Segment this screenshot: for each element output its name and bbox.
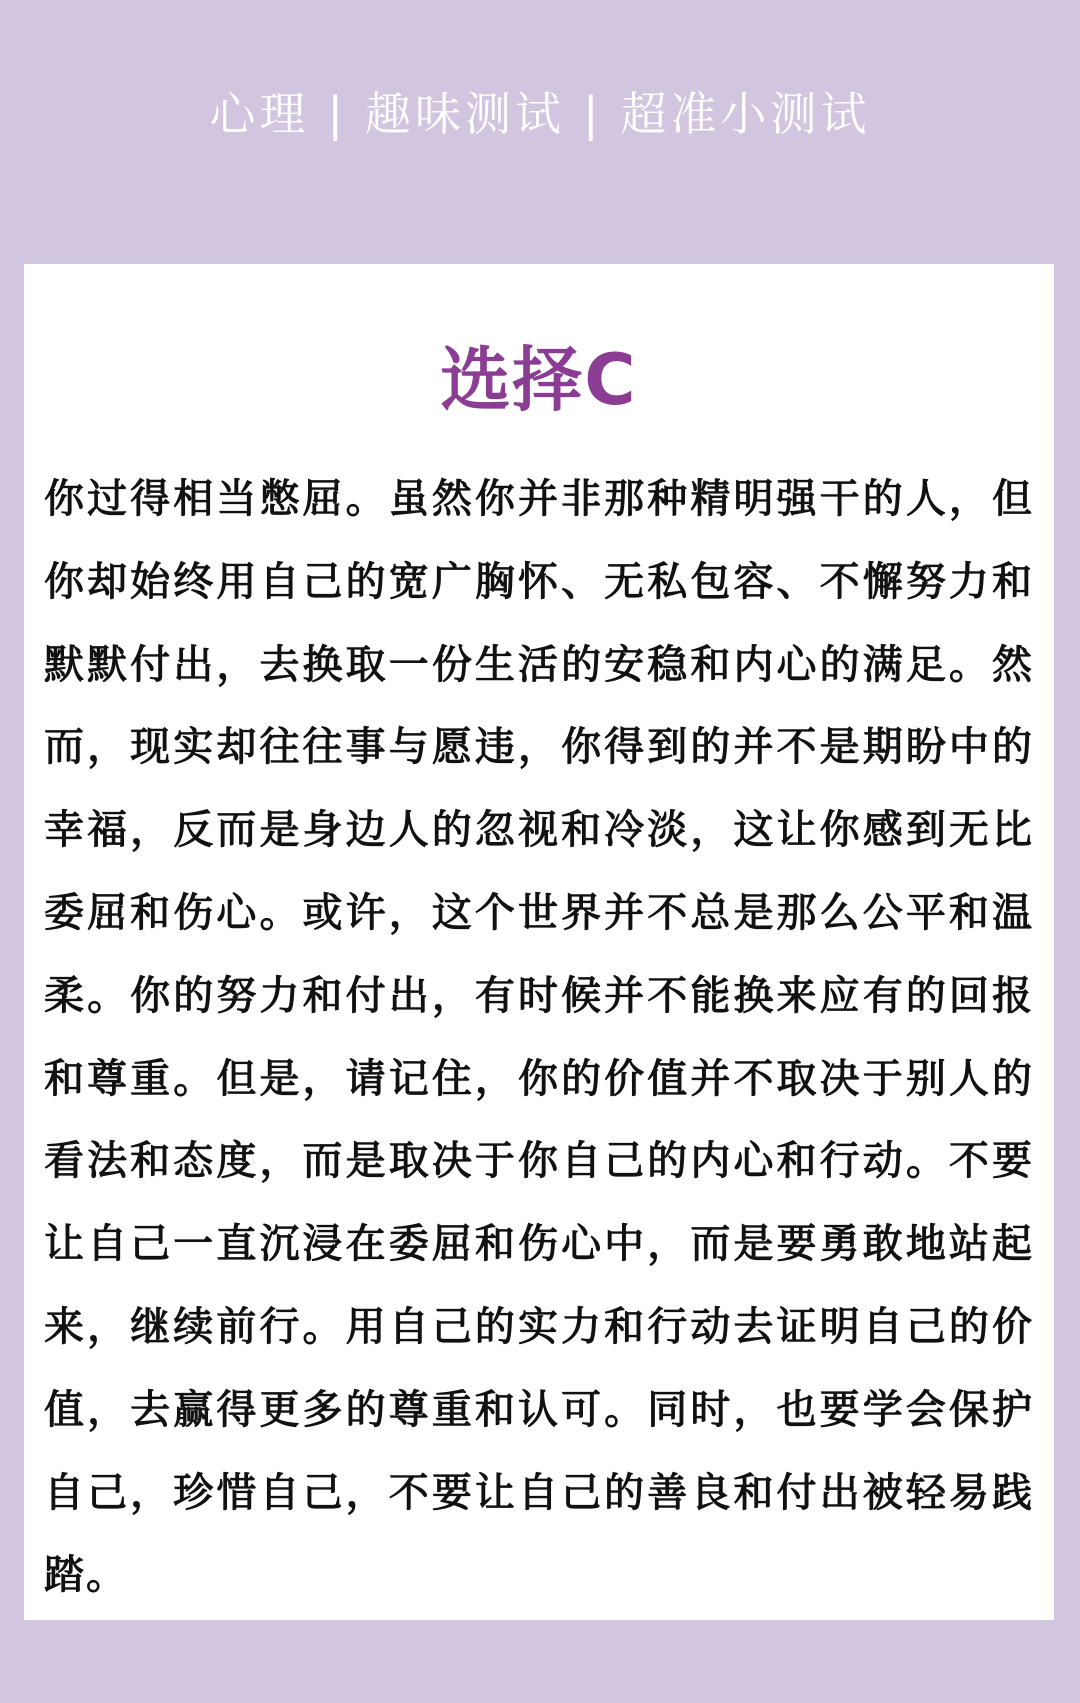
result-description: 你过得相当憋屈。虽然你并非那种精明强干的人，但你却始终用自己的宽广胸怀、无私包容、不懈努力和默默付出，去换取一份生活的安稳和内心的满足。然而，现实却往往事与愿违，你得到的并不是期盼中的幸福，反而是身边人的忽视和冷淡，这让你感到无比委屈和伤心。或许，这个世界并不总是那么公平和温柔。你的努力和付出，有时候并不能换来应有的回报和尊重。但是，请记住，你的价值并不取决于别人的看法和态度，而是取决于你自己的内心和行动。不要让自己一直沉浸在委屈和伤心中，而是要勇敢地站起来，继续前行。用自己的实力和行动去证明自己的价值，去赢得更多的尊重和认可。同时，也要学会保护自己，珍惜自己，不要让自己的善良和付出被轻易践踏。 [44,476,1034,1599]
header-category: 心理 [209,87,310,141]
header-topic: 趣味测试 [365,87,565,141]
header-subtopic: 超准小测试 [620,87,871,141]
header-separator: | [583,87,603,141]
header-tagline [0,78,1080,144]
header-separator: | [327,87,347,141]
result-card [24,264,1054,1620]
result-title: 选择C [440,339,638,421]
